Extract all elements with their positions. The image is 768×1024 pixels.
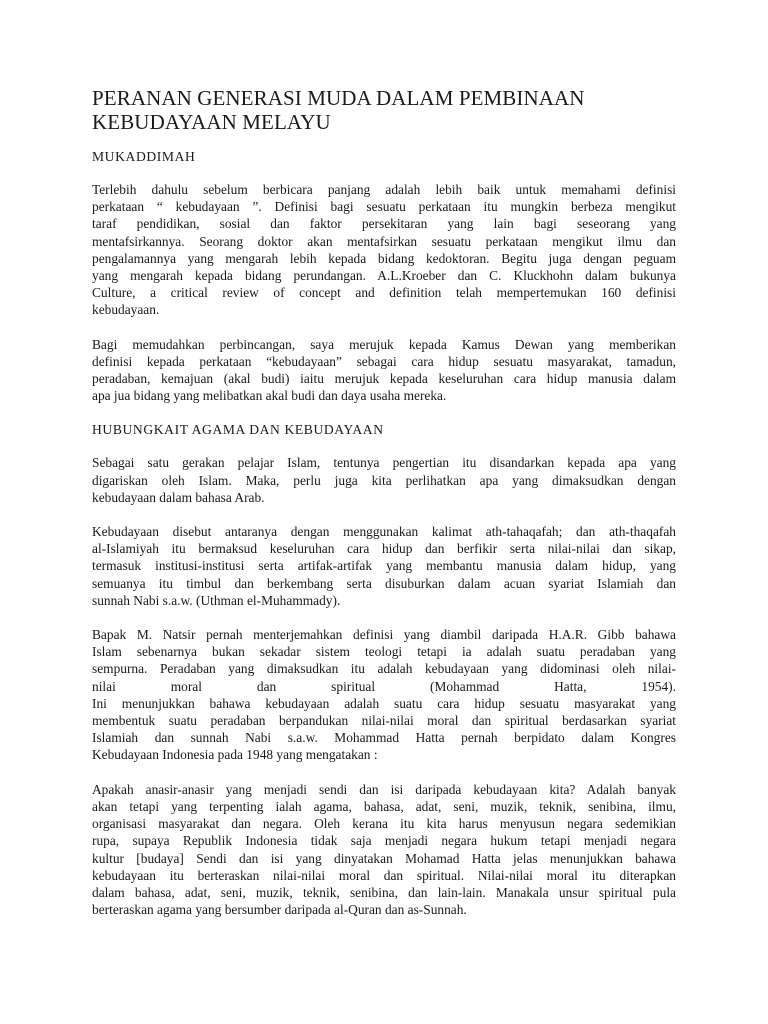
text-line: Kebudayaan disebut antaranya dengan menggunakan kalimat ath-tahaqafah; dan ath-thaqafah <box>92 524 676 540</box>
text-line: taraf pendidikan, sosial dan faktor persekitaran yang lain bagi seseorang yang <box>92 216 676 232</box>
text-line: Bagi memudahkan perbincangan, saya merujuk kepada Kamus Dewan yang memberikan <box>92 336 676 352</box>
paragraph <box>92 336 676 405</box>
text-line: digariskan oleh Islam. Maka, perlu juga kita perlihatkan apa yang dimaksudkan dengan <box>92 472 676 488</box>
text-line: membentuk suatu peradaban berpandukan nilai-nilai moral dan spiritual berdasarkan syariat <box>92 713 676 729</box>
text-line: Terlebih dahulu sebelum berbicara panjang adalah lebih baik untuk memahami definisi <box>92 182 676 197</box>
text-line: kultur [budaya] Sendi dan isi yang dinyatakan Mohamad Hatta jelas menunjukkan bahawa <box>92 850 676 866</box>
text-line: dalam bahasa, adat, seni, muzik, teknik, senibina, dan lain-lain. Manakala unsur spiritual pula <box>92 884 676 900</box>
paragraph <box>92 523 676 609</box>
text-line: Apakah anasir-anasir yang menjadi sendi dan isi daripada kebudayaan kita? Adalah banyak <box>92 781 676 797</box>
section-heading-hubungkait: HUBUNGKAIT AGAMA DAN KEBUDAYAAN <box>92 422 384 438</box>
text-line: kebudayaan itu berteraskan nilai-nilai moral dan spiritual. Nilai-nilai moral itu diterapkan <box>92 867 676 883</box>
document-page <box>92 86 676 935</box>
paragraph <box>92 454 676 506</box>
text-line: Sebagai satu gerakan pelajar Islam, tentunya pengertian itu disandarkan kepada apa yang <box>92 455 676 471</box>
text-line: pengalamannya yang mengarah lebih kepada bidang kedoktoran. Begitu juga dengan peguam <box>92 250 676 266</box>
text-line: Islamiah dan sunnah Nabi s.a.w. Mohammad Hatta pernah berpidato dalam Kongres <box>92 730 676 746</box>
text-line: yang mengarah kepada bidang perundangan. A.L.Kroeber dan C. Kluckhohn dalam bukunya <box>92 268 676 284</box>
text-line: termasuk institusi-institusi serta artifak-artifak yang membantu manusia dalam hidup, yang <box>92 558 676 574</box>
text-line: kebudayaan. <box>92 302 160 318</box>
text-line: apa jua bidang yang melibatkan akal budi dan daya usaha mereka. <box>92 388 447 404</box>
text-line: organisasi masyarakat dan negara. Oleh kerana itu kita harus menyusun negara sedemikian <box>92 816 676 832</box>
text-line: Islam sebenarnya bukan sekadar sistem teologi tetapi ia adalah suatu peradaban yang <box>92 644 676 660</box>
text-line: al-Islamiyah itu bermaksud keseluruhan cara hidup dan berfikir serta nilai-nilai dan sikap, <box>92 541 676 557</box>
text-line: perkataan “ kebudayaan ”. Definisi bagi sesuatu perkataan itu mungkin berbeza mengikut <box>92 199 676 215</box>
text-line: Ini menunjukkan bahawa kebudayaan adalah suatu cara hidup sesuatu masyarakat yang <box>92 695 676 711</box>
text-line: kebudayaan dalam bahasa Arab. <box>92 489 265 505</box>
text-line: Culture, a critical review of concept and definition telah mempertemukan 160 definisi <box>92 285 676 301</box>
text-line: sempurna. Peradaban yang dimaksudkan itu adalah kebudayaan yang didominasi oleh nilai- <box>92 661 676 677</box>
text-line: sunnah Nabi s.a.w. (Uthman el-Muhammady). <box>92 592 341 608</box>
document-title <box>92 86 676 134</box>
text-line: peradaban, kemajuan (akal budi) iaitu merujuk kepada keseluruhan cara hidup manusia dalam <box>92 371 676 387</box>
title-line: PERANAN GENERASI MUDA DALAM PEMBINAAN <box>92 86 585 110</box>
text-line: akan tetapi yang terpenting ialah agama, bahasa, adat, seni, muzik, teknik, senibina, ilmu, <box>92 798 676 814</box>
text-line: Kebudayaan Indonesia pada 1948 yang mengatakan : <box>92 747 378 763</box>
text-line: semuanya itu timbul dan berkembang serta disuburkan dalam acuan syariat Islamiah dan <box>92 575 676 591</box>
paragraph <box>92 781 676 919</box>
paragraph <box>92 626 676 764</box>
text-line: berteraskan agama yang bersumber daripada al-Quran dan as-Sunnah. <box>92 902 467 918</box>
text-line: definisi kepada perkataan “kebudayaan” sebagai cara hidup sesuatu masyarakat, tamadun, <box>92 353 676 369</box>
section-heading-mukaddimah: MUKADDIMAH <box>92 149 196 164</box>
paragraph <box>92 181 676 319</box>
text-line: mentafsirkannya. Seorang doktor akan mentafsirkan sesuatu perkataan mengikut ilmu dan <box>92 233 676 249</box>
text-line: nilai moral dan spiritual (Mohammad Hatta, 1954). <box>92 678 676 694</box>
text-line: rupa, supaya Republik Indonesia tidak saja menjadi negara hukum tetapi menjadi negara <box>92 833 676 849</box>
text-line: Bapak M. Natsir pernah menterjemahkan definisi yang diambil daripada H.A.R. Gibb bahawa <box>92 627 676 643</box>
title-line: KEBUDAYAAN MELAYU <box>92 110 331 134</box>
